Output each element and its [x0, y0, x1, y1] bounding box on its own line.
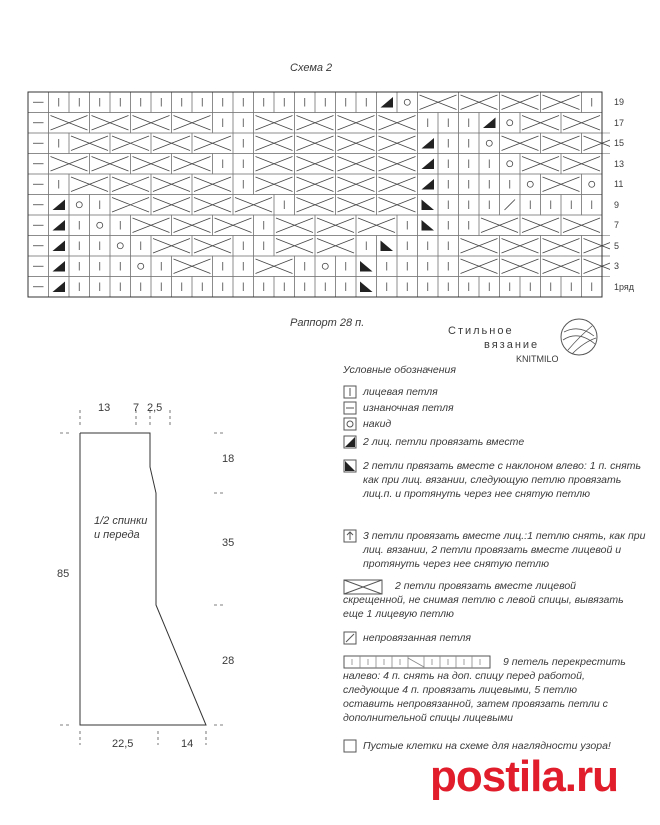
- chart-title: Схема 2: [290, 62, 333, 74]
- knit-stitch-icon: [343, 385, 357, 399]
- legend-text: 2 петли провязать вместе лицевой скрещенной, не снимая петлю с левой спицы, вывязать еще 1 лицевую петлю: [343, 580, 624, 620]
- knitting-chart: [26, 90, 610, 298]
- ssk-mark: [381, 241, 394, 252]
- chart-cell: [500, 154, 521, 175]
- ssk-mark: [422, 220, 435, 231]
- dim-bottom-1: 22,5: [112, 738, 134, 750]
- chart-cell: [500, 113, 521, 134]
- dim-top-3: 2,5: [147, 402, 163, 414]
- chart-cell: [582, 174, 603, 195]
- chart-cell: [397, 92, 418, 113]
- cross-stroke: [584, 239, 611, 254]
- dim-height-1: 18: [222, 453, 235, 465]
- cross-stroke: [584, 136, 611, 151]
- yarnover-mark: [589, 181, 595, 187]
- chart-cell: [90, 215, 111, 236]
- rapport-label: Раппорт 28 п.: [290, 317, 365, 329]
- yarnover-mark: [404, 99, 410, 105]
- brand-line-2: вязание: [484, 339, 540, 351]
- dim-height-2: 35: [222, 537, 235, 549]
- slip-stitch-icon: [343, 631, 357, 645]
- yarnover-mark: [76, 202, 82, 208]
- row-label: 11: [614, 179, 624, 189]
- watermark: postila.ru: [430, 752, 619, 801]
- brand-line-3: KNITMILO: [516, 354, 559, 364]
- row-label: 3: [614, 261, 620, 271]
- garment-schematic: [40, 395, 240, 765]
- ssk-mark: [422, 200, 435, 211]
- yarnover-mark: [322, 263, 328, 269]
- chart-cell: [131, 256, 152, 277]
- chart-cell: [110, 236, 131, 257]
- k2tog-mark: [53, 261, 66, 272]
- chart-cell-cross: [582, 236, 611, 257]
- legend-text: непровязанная петля: [363, 632, 472, 644]
- yarnover-mark: [507, 120, 513, 126]
- arrow-up-icon: [343, 529, 357, 543]
- yarnover-mark: [507, 161, 513, 167]
- empty-cell-icon: [343, 739, 357, 753]
- cross-stroke: [584, 259, 611, 274]
- ssk-icon: [343, 459, 357, 473]
- k2tog-mark: [483, 118, 496, 129]
- legend-text: накид: [363, 418, 392, 430]
- dim-top-1: 13: [98, 402, 111, 414]
- k2tog-mark: [422, 179, 435, 190]
- legend-text: 2 лиц. петли провязать вместе: [363, 436, 525, 448]
- legend-heading: Условные обозначения: [343, 364, 456, 376]
- k2tog-mark: [53, 200, 66, 211]
- row-label: 15: [614, 138, 625, 148]
- row-label: 1ряд: [614, 281, 635, 292]
- k2tog-icon: [343, 435, 357, 449]
- k2tog-mark: [381, 97, 394, 108]
- yarnover-mark: [138, 263, 144, 269]
- chart-cell: [520, 174, 541, 195]
- purl-stitch-icon: [343, 401, 357, 415]
- dim-total-height: 85: [57, 568, 70, 580]
- yarnover-mark: [117, 243, 123, 249]
- cross-stroke: [584, 259, 611, 274]
- k2tog-mark: [53, 282, 66, 293]
- chart-cell: [479, 133, 500, 154]
- legend-text: изнаночная петля: [363, 402, 454, 414]
- k2tog-mark: [53, 220, 66, 231]
- row-label: 7: [614, 220, 620, 230]
- cross-stroke: [584, 136, 611, 151]
- yarnover-icon: [343, 417, 357, 431]
- cross-stroke: [584, 239, 611, 254]
- ssk-mark: [360, 261, 373, 272]
- chart-cell: [69, 195, 90, 216]
- dim-top-2: 7: [133, 402, 140, 414]
- legend-text: 9 петель перекрестить налево: 4 п. снять на доп. спицу перед работой, следующие 4 п. провязать лицевыми, 5 петлю оставить непровязанной, затем провязать петли с дополнительной спицы лицевыми: [343, 656, 626, 724]
- dim-height-3: 28: [222, 655, 235, 667]
- legend-text: лицевая петля: [363, 386, 438, 398]
- row-label: 9: [614, 199, 620, 210]
- schematic-label: 1/2 спинки и переда: [94, 515, 148, 541]
- row-label: 19: [614, 97, 625, 107]
- legend-text: 2 петли првязать вместе с наклоном влево: 1 п. снять как при лиц. вязании, следующую петлю провязать лиц.п. и протянуть через нее снятую петлю: [363, 460, 641, 500]
- k2tog-mark: [422, 138, 435, 149]
- yarnover-mark: [527, 181, 533, 187]
- yarnover-mark: [486, 140, 492, 146]
- legend-text: Пустые клетки на схеме для наглядности узора!: [363, 740, 611, 752]
- chart-cell-cross: [582, 133, 611, 154]
- yarnover-mark: [97, 222, 103, 228]
- yarn-ball-icon: [556, 314, 602, 360]
- row-label: 5: [614, 240, 620, 251]
- chart-cell: [315, 256, 336, 277]
- legend-text: 3 петли провязать вместе лиц.:1 петлю снять, как при лиц. вязании, 2 петли провязать вместе лицевой и протянуть через нее снятую петлю: [363, 530, 646, 570]
- slip-mark: [505, 200, 516, 211]
- k2tog-mark: [422, 159, 435, 170]
- row-label: 17: [614, 117, 625, 128]
- dim-bottom-2: 14: [181, 738, 194, 750]
- brand-line-1: Стильное: [448, 325, 514, 337]
- ssk-mark: [360, 282, 373, 293]
- k2tog-mark: [53, 241, 66, 252]
- row-label: 13: [614, 158, 625, 169]
- chart-cell-cross: [582, 256, 611, 277]
